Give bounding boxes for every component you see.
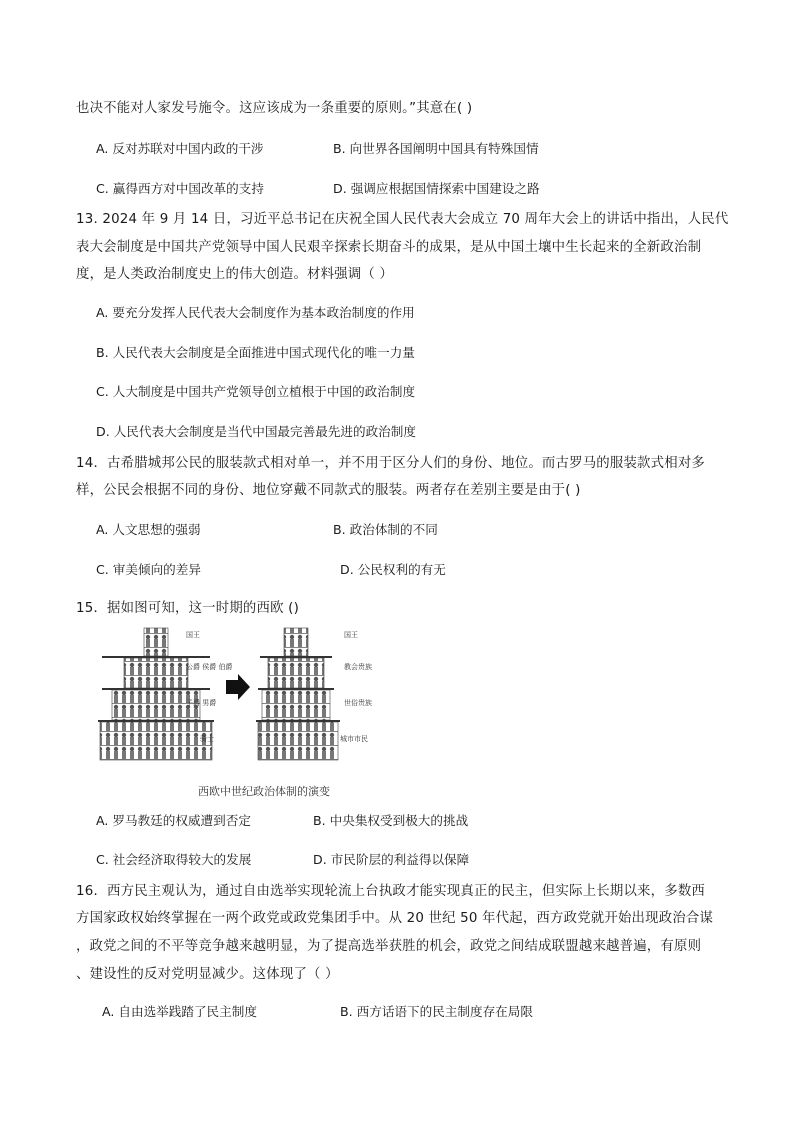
- feudal-pyramid-figure: [96, 620, 386, 802]
- q16-option-a: A. 自由选举践踏了民主制度: [102, 1004, 257, 1019]
- q12-option-a: A. 反对苏联对中国内政的干涉: [96, 141, 264, 156]
- evolution-arrow-icon: [226, 674, 250, 700]
- q13-option-b: B. 人民代表大会制度是全面推进中国式现代化的唯一力量: [96, 345, 415, 360]
- pyramid-illustration: [96, 620, 386, 780]
- q14-stem-line-2: 样，公民会根据不同的身份、地位穿戴不同款式的服装。两者存在差别主要是由于( ): [76, 483, 581, 498]
- q13-option-c: C. 人大制度是中国共产党领导创立植根于中国的政治制度: [96, 384, 416, 399]
- q16-option-b: B. 西方话语下的民主制度存在局限: [340, 1004, 533, 1019]
- q13-stem-line-1: 13. 2024 年 9 月 14 日，习近平总书记在庆祝全国人民代表大会成立 70 周年大会上的讲话中指出，人民代: [76, 212, 729, 227]
- figure-caption: 西欧中世纪政治体制的演变: [198, 785, 330, 798]
- q13-option-d: D. 人民代表大会制度是当代中国最完善最先进的政治制度: [96, 424, 416, 439]
- left-label-dukes: 公爵 侯爵 伯爵: [186, 663, 233, 671]
- q13-option-a: A. 要充分发挥人民代表大会制度作为基本政治制度的作用: [96, 305, 415, 320]
- q16-stem-line-1: 16．西方民主观认为，通过自由选举实现轮流上台执政才能实现真正的民主，但实际上长期以来，多数西: [76, 884, 706, 899]
- q14-stem-line-1: 14．古希腊城邦公民的服装款式相对单一，并不用于区分人们的身份、地位。而古罗马的服装款式相对多: [76, 456, 706, 471]
- q12-option-c: C. 赢得西方对中国改革的支持: [96, 181, 264, 196]
- right-label-clergy: 教会贵族: [344, 663, 372, 671]
- q12-stem-tail: 也决不能对人家发号施令。这应该成为一条重要的原则。”其意在( ): [76, 101, 473, 116]
- q12-option-b: B. 向世界各国阐明中国具有特殊国情: [333, 141, 539, 156]
- q14-option-d: D. 公民权利的有无: [340, 562, 446, 577]
- q13-stem-line-3: 度，是人类政治制度史上的伟大创造。材料强调（ ）: [76, 267, 394, 282]
- q16-stem-line-4: 、建设性的反对党明显减少。这体现了（ ）: [76, 967, 339, 982]
- q12-option-d: D. 强调应根据国情探索中国建设之路: [333, 181, 540, 196]
- q14-option-c: C. 审美倾向的差异: [96, 562, 201, 577]
- q15-option-b: B. 中央集权受到极大的挑战: [313, 813, 469, 828]
- left-pyramid: [98, 628, 217, 760]
- q15-option-c: C. 社会经济取得较大的发展: [96, 852, 252, 867]
- q16-stem-line-3: ，政党之间的不平等竞争越来越明显，为了提高选举获胜的机会，政党之间结成联盟越来越普遍，有原则: [76, 939, 702, 954]
- left-label-king: 国王: [186, 631, 200, 639]
- q14-option-b: B. 政治体制的不同: [333, 522, 438, 537]
- right-label-nobility: 世俗贵族: [344, 699, 372, 707]
- q15-option-a: A. 罗马教廷的权威遭到否定: [96, 813, 251, 828]
- q15-stem: 15．据如图可知，这一时期的西欧 (): [76, 601, 300, 616]
- q16-stem-line-2: 方国家政权始终掌握在一两个政党或政党集团手中。从 20 世纪 50 年代起，西方政党就开始出现政治合谋: [76, 911, 714, 926]
- right-label-king: 国王: [344, 631, 358, 639]
- q14-option-a: A. 人文思想的强弱: [96, 522, 201, 537]
- q13-stem-line-2: 表大会制度是中国共产党领导中国人民艰辛探索长期奋斗的成果，是从中国土壤中生长起来的全新政治制: [76, 240, 702, 255]
- right-label-burghers: 城市市民: [340, 735, 368, 743]
- right-pyramid: [256, 628, 340, 760]
- left-label-knights: 骑士: [200, 735, 214, 743]
- q15-option-d: D. 市民阶层的利益得以保障: [313, 852, 470, 867]
- left-label-viscounts: 子爵 男爵: [186, 699, 217, 707]
